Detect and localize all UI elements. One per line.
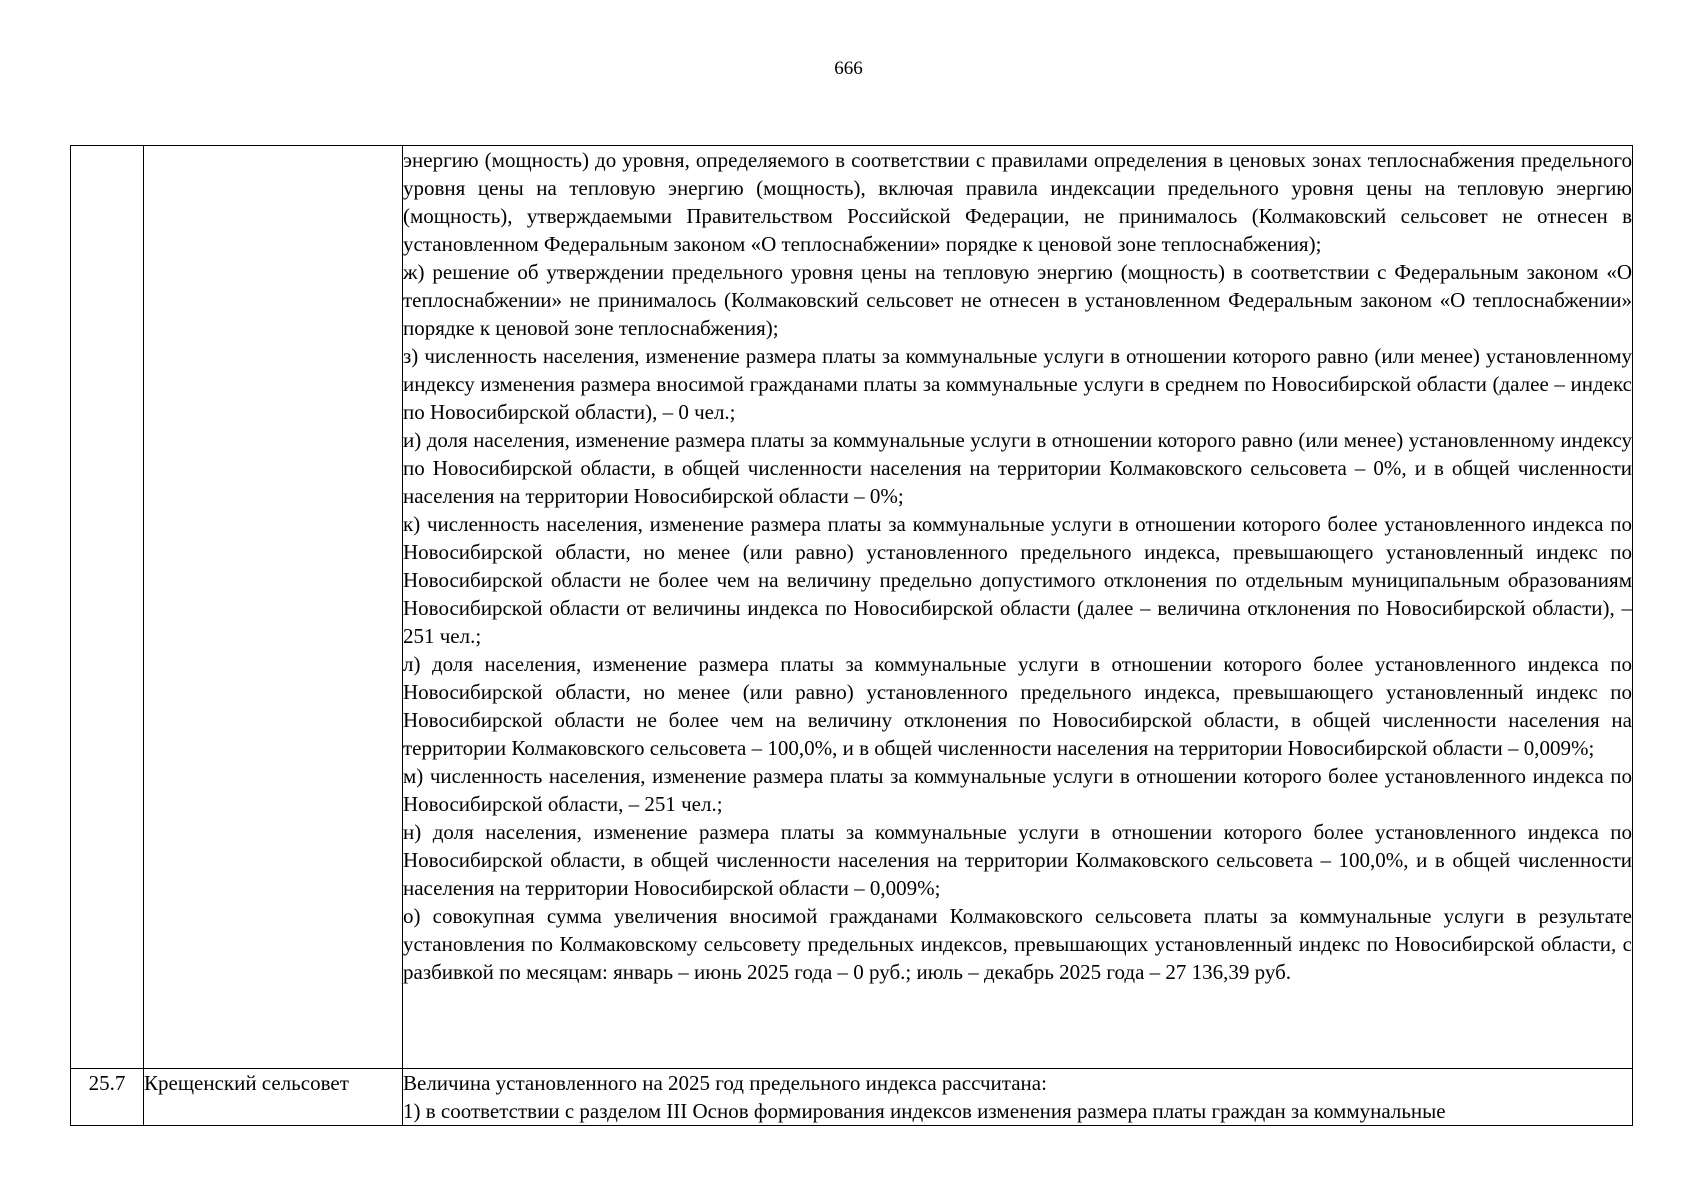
table-row <box>71 146 1633 1069</box>
paragraph: з) численность населения, изменение размера платы за коммунальные услуги в отношении которого равно (или менее) установленному индексу изменения размера вносимой гражданами платы за коммунальные услуги в среднем по Новосибирской области (далее – индекс по Новосибирской области), – 0 чел.; <box>403 344 1632 424</box>
paragraph: Величина установленного на 2025 год предельного индекса рассчитана: <box>403 1071 1047 1095</box>
municipality-name-cell <box>144 146 403 1069</box>
document-table <box>70 145 1633 1126</box>
description-cell <box>403 146 1633 1069</box>
municipality-name-cell: Крещенский сельсовет <box>144 1069 403 1126</box>
paragraph: н) доля населения, изменение размера платы за коммунальные услуги в отношении которого более установленного индекса по Новосибирской области, в общей численности населения на территории Колмаковского сельсовета – 100,0%, и в общей численности населения на территории Новосибирской области – 0,009%; <box>403 820 1632 900</box>
table-row <box>71 1069 1633 1126</box>
row-number-cell: 25.7 <box>71 1069 144 1126</box>
description-cell <box>403 1069 1633 1126</box>
paragraph: к) численность населения, изменение размера платы за коммунальные услуги в отношении которого более установленного индекса по Новосибирской области, но менее (или равно) установленного предельного индекса, превышающего установленный индекс по Новосибирской области не более чем на величину предельно допустимого отклонения по отдельным муниципальным образованиям Новосибирской области от величины индекса по Новосибирской области (далее – величина отклонения по Новосибирской области), – 251 чел.; <box>403 512 1632 648</box>
paragraph: 1) в соответствии с разделом III Основ формирования индексов изменения размера платы граждан за коммунальные <box>403 1099 1446 1123</box>
paragraph: м) численность населения, изменение размера платы за коммунальные услуги в отношении которого более установленного индекса по Новосибирской области, – 251 чел.; <box>403 764 1632 816</box>
paragraph: о) совокупная сумма увеличения вносимой гражданами Колмаковского сельсовета платы за коммунальные услуги в результате установления по Колмаковскому сельсовету предельных индексов, превышающих установленный индекс по Новосибирской области, с разбивкой по месяцам: январь – июнь 2025 года – 0 руб.; июль – декабрь 2025 года – 27 136,39 руб. <box>403 904 1632 984</box>
page-number: 666 <box>834 58 863 79</box>
paragraph: ж) решение об утверждении предельного уровня цены на тепловую энергию (мощность) в соответствии с Федеральным законом «О теплоснабжении» не принималось (Колмаковский сельсовет не отнесен в установленном Федеральным законом «О теплоснабжении» порядке к ценовой зоне теплоснабжения); <box>403 260 1632 340</box>
row-number-cell <box>71 146 144 1069</box>
paragraph: энергию (мощность) до уровня, определяемого в соответствии с правилами определения в ценовых зонах теплоснабжения предельного уровня цены на тепловую энергию (мощность), включая правила индексации предельного уровня цены на тепловую энергию (мощность), утверждаемыми Правительством Российской Федерации, не принималось (Колмаковский сельсовет не отнесен в установленном Федеральным законом «О теплоснабжении» порядке к ценовой зоне теплоснабжения); <box>403 148 1632 256</box>
paragraph: л) доля населения, изменение размера платы за коммунальные услуги в отношении которого более установленного индекса по Новосибирской области, но менее (или равно) установленного предельного индекса, превышающего установленный индекс по Новосибирской области не более чем на величину отклонения по Новосибирской области, в общей численности населения на территории Колмаковского сельсовета – 100,0%, и в общей численности населения на территории Новосибирской области – 0,009%; <box>403 652 1632 760</box>
paragraph: и) доля населения, изменение размера платы за коммунальные услуги в отношении которого равно (или менее) установленному индексу по Новосибирской области, в общей численности населения на территории Колмаковского сельсовета – 0%, и в общей численности населения на территории Новосибирской области – 0%; <box>403 428 1632 508</box>
